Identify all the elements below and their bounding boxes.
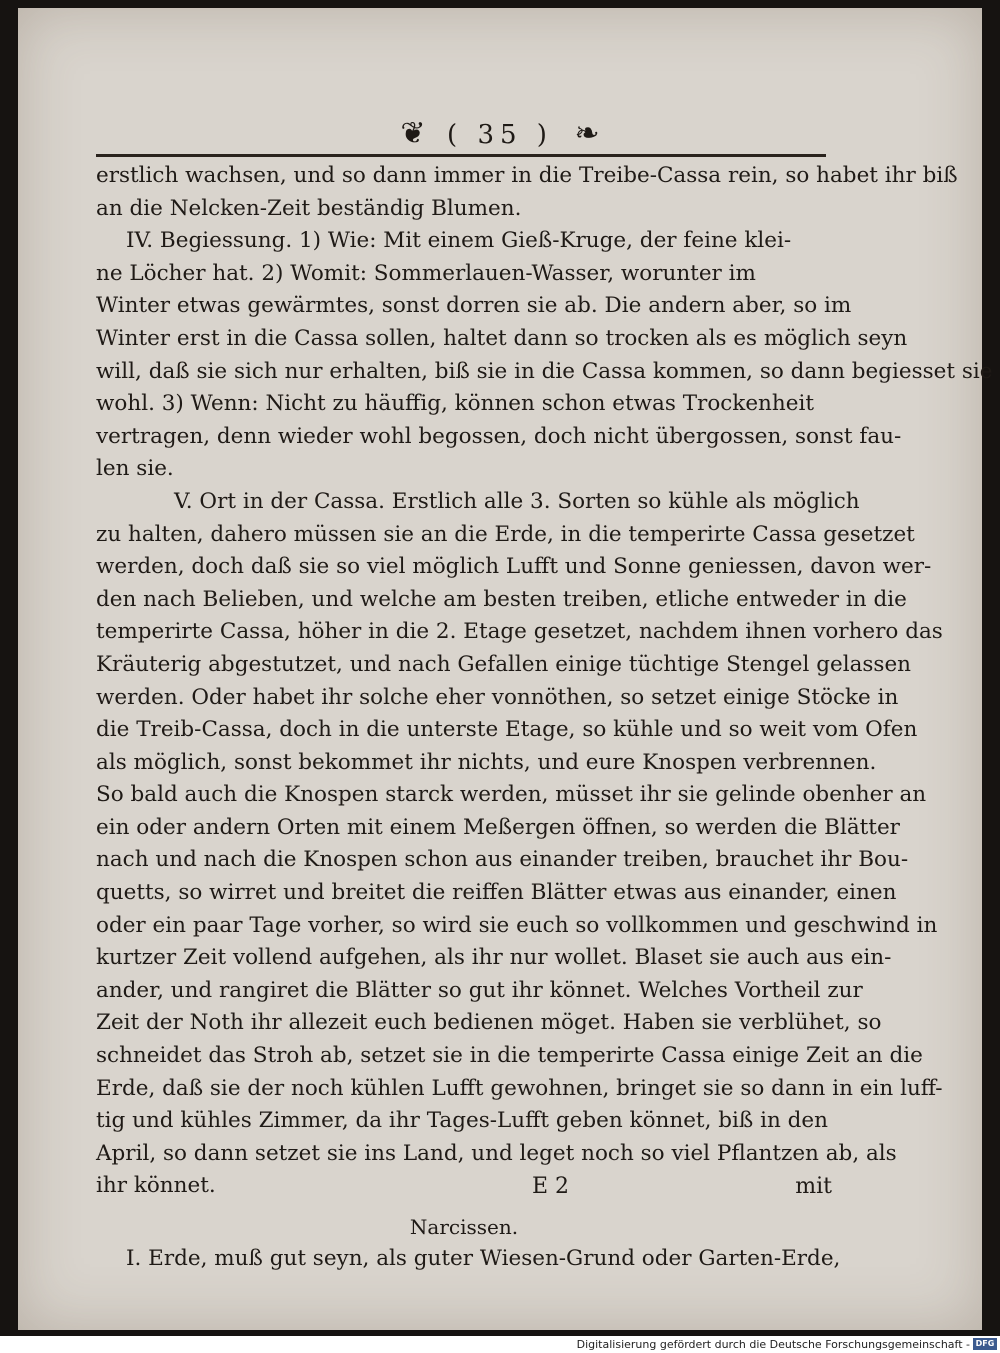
text-line: ne Löcher hat. 2) Womit: Sommerlauen-Wasser, worunter im [96, 260, 756, 286]
text-line: erstlich wachsen, und so dann immer in die Treibe-Cassa rein, so habet ihr biß [96, 163, 958, 188]
text-line: vertragen, denn wieder wohl begossen, doch nicht übergossen, sonst fau- [96, 423, 902, 449]
text-line: Zeit der Noth ihr allezeit euch bedienen möget. Haben sie verblühet, so [96, 1010, 882, 1036]
text-line: Kräuterig abgestutzet, und nach Gefallen einige tüchtige Stengel gelassen [96, 651, 912, 677]
book-page [18, 8, 993, 1330]
text-line: werden. Oder habet ihr solche eher vonnöthen, so setzet einige Stöcke in [96, 684, 899, 710]
section-title: Narcissen. [409, 1215, 519, 1239]
text-line: Winter erst in die Cassa sollen, haltet dann so trocken als es möglich seyn [96, 325, 908, 351]
text-line: V. Ort in der Cassa. Erstlich alle 3. Sorten so kühle als möglich [174, 488, 860, 514]
text-line: ander, und rangiret die Blätter so gut ihr könnet. Welches Vortheil zur [96, 977, 863, 1003]
text-line: ihr könnet. [96, 1173, 216, 1199]
text-line: So bald auch die Knospen starck werden, müsset ihr sie gelinde obenher an [96, 782, 927, 808]
catchword: mit [795, 1174, 832, 1199]
text-line: den nach Belieben, und welche am besten treiben, etliche entweder in die [96, 586, 907, 612]
text-line: quetts, so wirret und breitet die reiffen Blätter etwas aus einander, einen [96, 880, 897, 906]
text-line: werden, doch daß sie so viel möglich Lufft und Sonne geniessen, davon wer- [96, 554, 932, 580]
text-line: ein oder andern Orten mit einem Meßergen öffnen, so werden die Blätter [96, 814, 900, 840]
text-line: April, so dann setzet sie ins Land, und leget noch so viel Pflantzen ab, als [96, 1140, 897, 1166]
text-line: schneidet das Stroh ab, setzet sie in die temperirte Cassa einige Zeit an die [96, 1043, 923, 1069]
text-line: die Treib-Cassa, doch in die unterste Etage, so kühle und so weit vom Ofen [96, 717, 918, 743]
left-ornament-icon: ❦ [400, 116, 426, 151]
text-line: an die Nelcken-Zeit beständig Blumen. [96, 195, 522, 221]
text-line: I. Erde, muß gut seyn, als guter Wiesen-Grund oder Garten-Erde, [126, 1246, 841, 1271]
text-line: kurtzer Zeit vollend aufgehen, als ihr nur wollet. Blaset sie auch aus ein- [96, 945, 892, 971]
footer-bar [0, 1336, 1000, 1353]
text-line: als möglich, sonst bekommet ihr nichts, und eure Knospen verbrennen. [96, 749, 877, 775]
text-line: Winter etwas gewärmtes, sonst dorren sie ab. Die andern aber, so im [96, 293, 852, 319]
signature-mark: E 2 [532, 1174, 570, 1199]
catchline [96, 1174, 832, 1204]
page-number: ( 35 ) [447, 120, 553, 150]
text-line: IV. Begiessung. 1) Wie: Mit einem Gieß-Kruge, der feine klei- [126, 228, 792, 254]
footer-credit: Digitalisierung gefördert durch die Deutsche Forschungsgemeinschaft - [576, 1338, 970, 1351]
body-text [96, 160, 993, 1276]
text-line: oder ein paar Tage vorher, so wird sie euch so vollkommen und geschwind in [96, 912, 938, 938]
header-rule [96, 154, 826, 157]
text-line: nach und nach die Knospen schon aus einander treiben, brauchet ihr Bou- [96, 847, 909, 873]
text-line: Erde, daß sie der noch kühlen Lufft gewohnen, bringet sie so dann in ein luff- [96, 1075, 943, 1101]
text-line: will, daß sie sich nur erhalten, biß sie in die Cassa kommen, so dann begiesset sie [96, 358, 993, 384]
text-line: tig und kühles Zimmer, da ihr Tages-Lufft geben könnet, biß in den [96, 1108, 828, 1134]
dfg-logo-icon: DFG [973, 1338, 997, 1350]
right-ornament-icon: ❧ [574, 116, 600, 151]
text-line: wohl. 3) Wenn: Nicht zu häuffig, können schon etwas Trockenheit [96, 391, 814, 417]
text-line: temperirte Cassa, höher in die 2. Etage gesetzet, nachdem ihnen vorhero das [96, 619, 943, 645]
text-line: zu halten, dahero müssen sie an die Erde, in die temperirte Cassa gesetzet [96, 521, 915, 547]
text-line: len sie. [96, 456, 174, 482]
